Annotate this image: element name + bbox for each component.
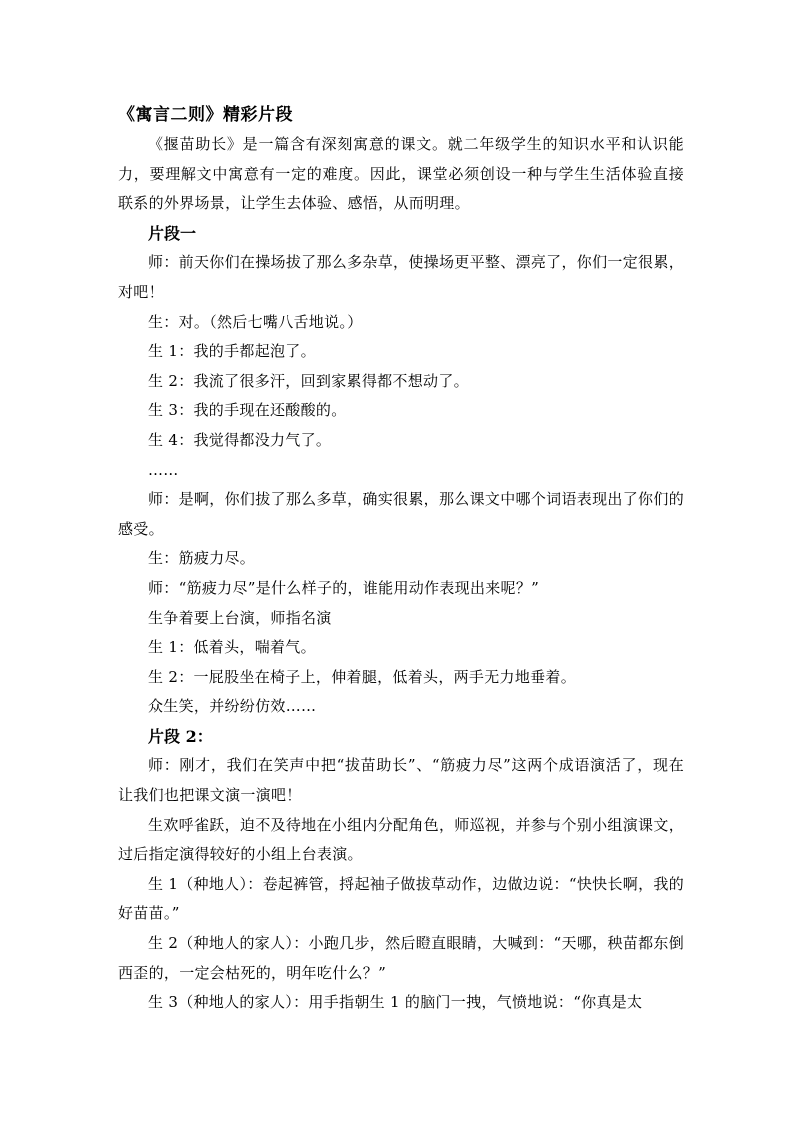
dialogue-line: 生 4：我觉得都没力气了。 bbox=[148, 430, 332, 449]
dialogue-line: 生 1：低着头，喘着气。 bbox=[148, 638, 316, 657]
dialogue-line: 生 2：一屁股坐在椅子上，伸着腿，低着头，两手无力地垂着。 bbox=[148, 667, 577, 686]
section-2-heading: 片段 2： bbox=[148, 726, 213, 746]
dialogue-line: 生 1：我的手都起泡了。 bbox=[148, 342, 316, 361]
document-page bbox=[118, 101, 684, 1018]
dialogue-line: 生 3：我的手现在还酸酸的。 bbox=[148, 401, 347, 420]
ellipsis-line: …… bbox=[148, 460, 179, 479]
dialogue-line: 师：是啊，你们拔了那么多草，确实很累，那么课文中哪个词语表现出了你们的感受。 bbox=[118, 490, 684, 538]
dialogue-line: 众生笑，并纷纷仿效…… bbox=[148, 697, 317, 716]
dialogue-line: 生 2：我流了很多汗，回到家累得都不想动了。 bbox=[148, 371, 469, 390]
dialogue-line: 生争着要上台演，师指名演 bbox=[148, 608, 332, 627]
dialogue-line: 师：刚才，我们在笑声中把“拔苗助长”、“筋疲力尽”这两个成语演活了，现在让我们也把课文演一演吧！ bbox=[118, 756, 684, 805]
dialogue-line: 师：前天你们在操场拔了那么多杂草，使操场更平整、漂亮了，你们一定很累，对吧！ bbox=[118, 253, 684, 301]
dialogue-line: 生欢呼雀跃，迫不及待地在小组内分配角色，师巡视，并参与个别小组演课文，过后指定演得较好的小组上台表演。 bbox=[118, 815, 684, 864]
dialogue-line: 生 2（种地人的家人）：小跑几步，然后瞪直眼睛，大喊到：“天哪，秧苗都东倒西歪的，一定会枯死的，明年吃什么？” bbox=[118, 934, 684, 982]
dialogue-line: 生：对。（然后七嘴八舌地说。） bbox=[148, 312, 363, 331]
dialogue-line: 生 1（种地人）：卷起裤管，捋起袖子做拔草动作，边做边说：“快快长啊，我的好苗苗。” bbox=[118, 874, 684, 923]
document-title: 《寓言二则》精彩片段 bbox=[118, 105, 293, 125]
intro-paragraph: 《揠苗助长》是一篇含有深刻寓意的课文。就二年级学生的知识水平和认识能力，要理解文中寓意有一定的难度。因此，课堂必须创设一种与学生生活体验直接联系的外界场景，让学生去体验、感悟，从而明理。 bbox=[118, 135, 684, 213]
dialogue-line: 生：筋疲力尽。 bbox=[148, 549, 256, 568]
dialogue-line: 生 3（种地人的家人）：用手指朝生 1 的脑门一拽，气愤地说：“你真是太 bbox=[148, 993, 643, 1012]
dialogue-line: 师：“筋疲力尽”是什么样子的，谁能用动作表现出来呢？” bbox=[148, 578, 540, 597]
section-1-heading: 片段一 bbox=[148, 223, 197, 243]
